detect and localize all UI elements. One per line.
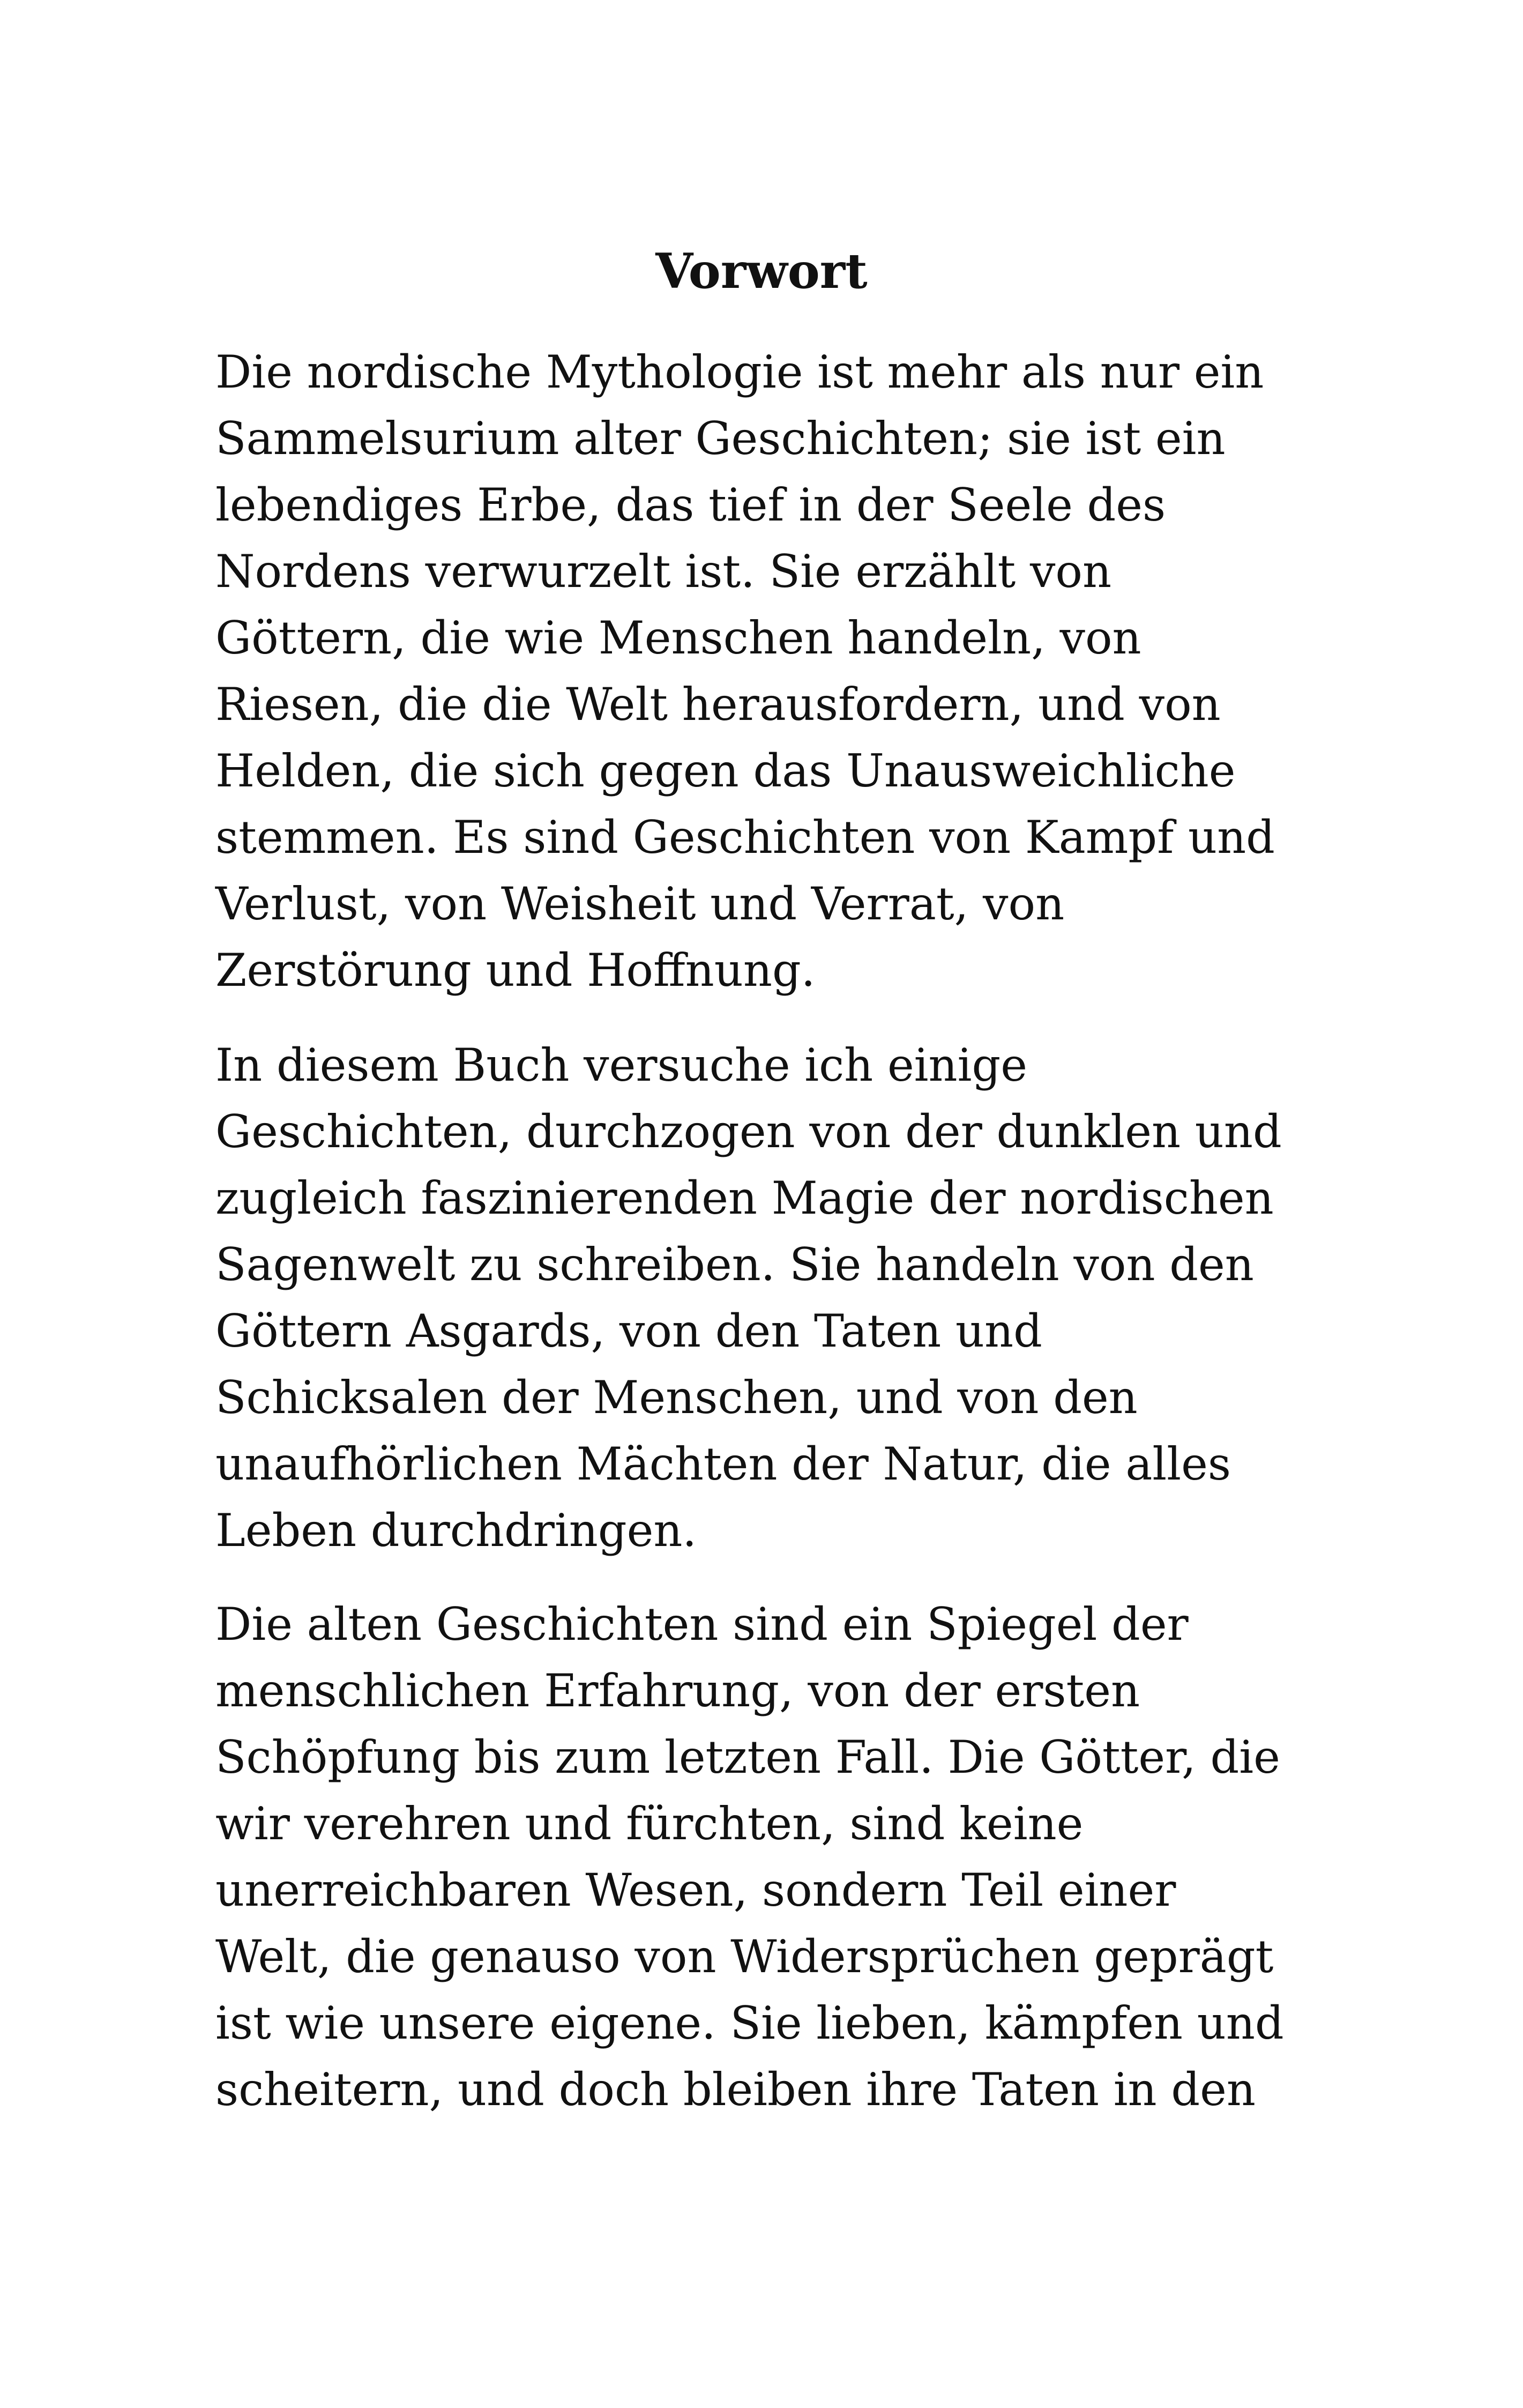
- text-line: Sammelsurium alter Geschichten; sie ist ein: [215, 412, 1226, 465]
- text-line: ist wie unsere eigene. Sie lieben, kämpfen und: [215, 1997, 1284, 2049]
- text-line: unaufhörlichen Mächten der Natur, die alles: [215, 1438, 1231, 1490]
- text-line: Göttern Asgards, von den Taten und: [215, 1305, 1042, 1357]
- text-line: scheitern, und doch bleiben ihre Taten in den: [215, 2063, 1256, 2116]
- text-line: stemmen. Es sind Geschichten von Kampf und: [215, 811, 1275, 864]
- text-line: Schicksalen der Menschen, und von den: [215, 1371, 1138, 1424]
- text-line: Geschichten, durchzogen von der dunklen und: [215, 1105, 1282, 1158]
- text-line: Schöpfung bis zum letzten Fall. Die Götter, die: [215, 1731, 1280, 1783]
- text-line: Die alten Geschichten sind ein Spiegel der: [215, 1598, 1189, 1651]
- text-line: zugleich faszinierenden Magie der nordischen: [215, 1172, 1274, 1224]
- text-line: Göttern, die wie Menschen handeln, von: [215, 612, 1141, 664]
- text-line: Helden, die sich gegen das Unausweichliche: [215, 745, 1236, 797]
- text-line: wir verehren und fürchten, sind keine: [215, 1797, 1084, 1850]
- text-line: Riesen, die die Welt herausfordern, und von: [215, 678, 1221, 731]
- text-line: lebendiges Erbe, das tief in der Seele des: [215, 479, 1166, 531]
- page-title: Vorwort: [655, 243, 868, 300]
- text-line: Sagenwelt zu schreiben. Sie handeln von den: [215, 1238, 1254, 1291]
- text-line: Leben durchdringen.: [215, 1504, 697, 1557]
- text-line: Welt, die genauso von Widersprüchen geprägt: [215, 1930, 1274, 1983]
- text-line: Zerstörung und Hoffnung.: [215, 944, 816, 997]
- text-line: Die nordische Mythologie ist mehr als nur ein: [215, 346, 1264, 398]
- text-line: Nordens verwurzelt ist. Sie erzählt von: [215, 545, 1112, 598]
- text-line: unerreichbaren Wesen, sondern Teil einer: [215, 1864, 1176, 1916]
- text-line: In diesem Buch versuche ich einige: [215, 1039, 1027, 1091]
- text-line: menschlichen Erfahrung, von der ersten: [215, 1664, 1140, 1717]
- text-line: Verlust, von Weisheit und Verrat, von: [215, 878, 1065, 930]
